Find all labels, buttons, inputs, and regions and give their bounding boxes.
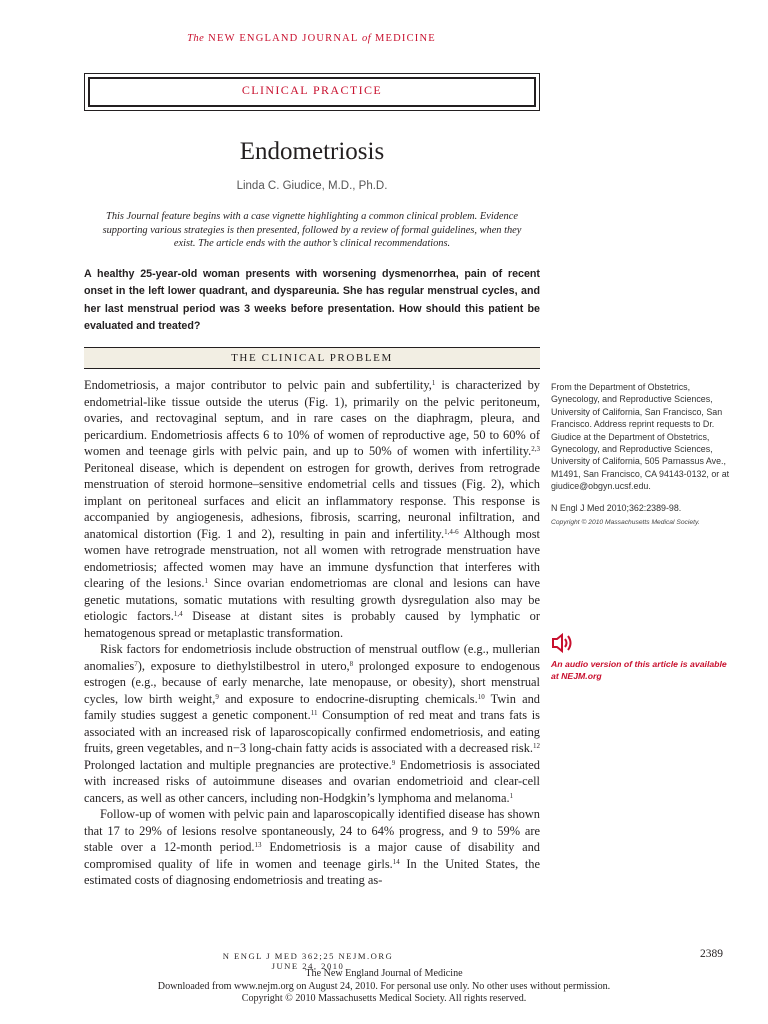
reference-superscript: 1 (509, 791, 514, 800)
masthead-medicine: MEDICINE (374, 33, 436, 44)
article-author: Linda C. Giudice, M.D., Ph.D. (236, 180, 388, 192)
body-text-segment: Endometriosis is a major cause of disability and compromised quality of life in women and teenage girls. (84, 840, 540, 871)
section-heading-band (84, 347, 540, 369)
case-vignette: A healthy 25-year-old woman presents with worsening dysmenorrhea, pain of recent onset in the left lower quadrant, and dyspareunia. She has regular menstrual cycles, and her last menstrual period was 3 weeks before presentation. How should this patient be evaluated and treated? (84, 268, 540, 333)
audio-speaker-icon[interactable] (551, 632, 573, 654)
reference-superscript: 8 (349, 659, 354, 668)
body-text-segment: Follow-up of women with pelvic pain and laparoscopically identified disease has shown that 17 to 29% of lesions resolve spontaneously, 24 to 64% progress, and 9 to 59% are stable over a 12-month period. (84, 807, 540, 854)
reference-superscript: 7 (134, 659, 138, 668)
reference-superscript: 9 (391, 758, 396, 767)
body-text-segment: Risk factors for endometriosis include obstruction of menstrual outflow (e.g., mullerian anomalies (84, 642, 540, 673)
body-text-segment: Endometriosis is associated with increased risks of autoimmune diseases and ovarian endometrioid and clear-cell cancers, as well as other cancers, including non-Hodgkin’s lymphoma and melanoma. (84, 757, 540, 805)
page-footer: N ENGL J MED 362;25 NEJM.ORG JUNE 24, 2010 (222, 951, 394, 971)
body-text-segment: Twin and family studies suggest a genetic component. (84, 691, 540, 722)
audio-version-note[interactable]: An audio version of this article is available at NEJM.org (551, 659, 727, 681)
copyright-note: Copyright © 2010 Massachusetts Medical Society. (551, 519, 700, 526)
body-text-segment: ), exposure to diethylstilbestrol in utero, (137, 658, 350, 673)
section-heading: THE CLINICAL PROBLEM (231, 352, 393, 364)
reference-superscript: 9 (215, 692, 219, 701)
body-text-segment: Since ovarian endometriomas are clonal and lesions can have genetic mutations, somatic mutations with resulting growth dysregulation also may be etiologic factors. (84, 576, 541, 623)
masthead-the: The (187, 33, 205, 44)
body-text-segment: prolonged exposure to endogenous estrogen (e.g., because of early menarche, late menopause, or obesity), short menstrual cycles, low birth weight, (84, 658, 540, 706)
body-text-segment: Although most women have retrograde menstruation, not all women with retrograde menstruation have endometriosis; affected women may have an immune dysfunction that interferes with clearing of the lesions. (84, 526, 541, 590)
reference-superscript: 1 (204, 577, 208, 585)
article-body (84, 377, 540, 889)
reference-superscript: 13 (254, 841, 262, 849)
masthead-of: of (361, 33, 372, 44)
download-notice (0, 968, 768, 1006)
reference-superscript: 2,3 (531, 445, 540, 453)
body-text-segment: and exposure to endocrine-disrupting chemicals. (218, 691, 478, 706)
masthead-new-england: NEW ENGLAND JOURNAL (208, 33, 359, 44)
reference-superscript: 1,4-6 (444, 527, 459, 536)
section-label: CLINICAL PRACTICE (241, 83, 383, 97)
download-line-2: Downloaded from www.nejm.org on August 24, 2010. For personal use only. No other uses without permission. (157, 980, 611, 992)
body-text-segment: Disease at distant sites is probably caused by lymphatic or hematogenous spread or metaplastic transformation. (84, 609, 540, 640)
author-affiliation: From the Department of Obstetrics, Gynecology, and Reproductive Sciences, University of California, San Francisco, San Francisco. Address reprint requests to Dr. Giudice at the Department of Obstetrics, Gynecology, and Reproductive Sciences, University of California, 505 Parnassus Ave., M1491, San Francisco, CA 94143-0132, or at giudice@obgyn.ucsf.edu. (551, 382, 730, 492)
reference-superscript: 11 (310, 709, 318, 717)
reference-superscript: 14 (392, 857, 400, 866)
citation: N Engl J Med 2010;362:2389-98. (551, 503, 682, 513)
reference-superscript: 1 (431, 379, 436, 387)
download-line-1: The New England Journal of Medicine (305, 968, 463, 979)
body-paragraph (84, 641, 540, 806)
body-text-segment: Prolonged lactation and multiple pregnancies are protective. (84, 757, 392, 772)
body-text-segment: Endometriosis, a major contributor to pelvic pain and subfertility, (84, 378, 432, 392)
reference-superscript: 10 (477, 692, 485, 701)
reference-superscript: 12 (533, 742, 540, 750)
page-number: 2389 (700, 948, 723, 960)
section-box (84, 73, 540, 111)
body-text-segment: Peritoneal disease, which is dependent on estrogen for growth, derives from retrograde menstruation of steroid hormone–sensitive endometrial cells and tissues (Fig. 2), which implant on peritoneal surfaces and elicit an inflammatory response. This response is accompanied by angiogenesis, adhesions, fibrosis, scarring, neuronal infiltration, and anatomical distortion (Fig. 1 and 2), resulting in pain and infertility. (84, 460, 540, 541)
feature-intro: This Journal feature begins with a case vignette highlighting a common clinical problem. Evidence supporting various strategies is then presented, followed by a review of formal guidelines, when they exist. The article ends with the author’s clinical recommendations. (102, 211, 522, 249)
body-text-segment: Consumption of red meat and trans fats is associated with an increased risk of laparoscopically confirmed endometriosis, and eating fruits, green vegetables, and n−3 long-chain fatty acids is associated with a decreased risk. (84, 708, 540, 755)
body-text-segment: is characterized by endometrial-like tissue outside the uterus (Fig. 1), primarily on the pelvic peritoneum, ovaries, and rectovaginal septum, and in rare cases on the diaphragm, pleura, and pericardium. Endometriosis affects 6 to 10% of women of reproductive age, 50 to 60% of women and teenage girls with pelvic pain, and up to 50% of women with infertility. (84, 378, 540, 458)
article-title: Endometriosis (239, 138, 385, 165)
body-paragraph (84, 377, 540, 641)
journal-masthead (0, 33, 623, 44)
body-text-segment: In the United States, the estimated costs of diagnosing endometriosis and treating as- (84, 856, 540, 887)
reference-superscript: 1,4 (173, 610, 183, 618)
download-line-3: Copyright © 2010 Massachusetts Medical Society. All rights reserved. (241, 993, 527, 1005)
body-paragraph (84, 806, 540, 889)
